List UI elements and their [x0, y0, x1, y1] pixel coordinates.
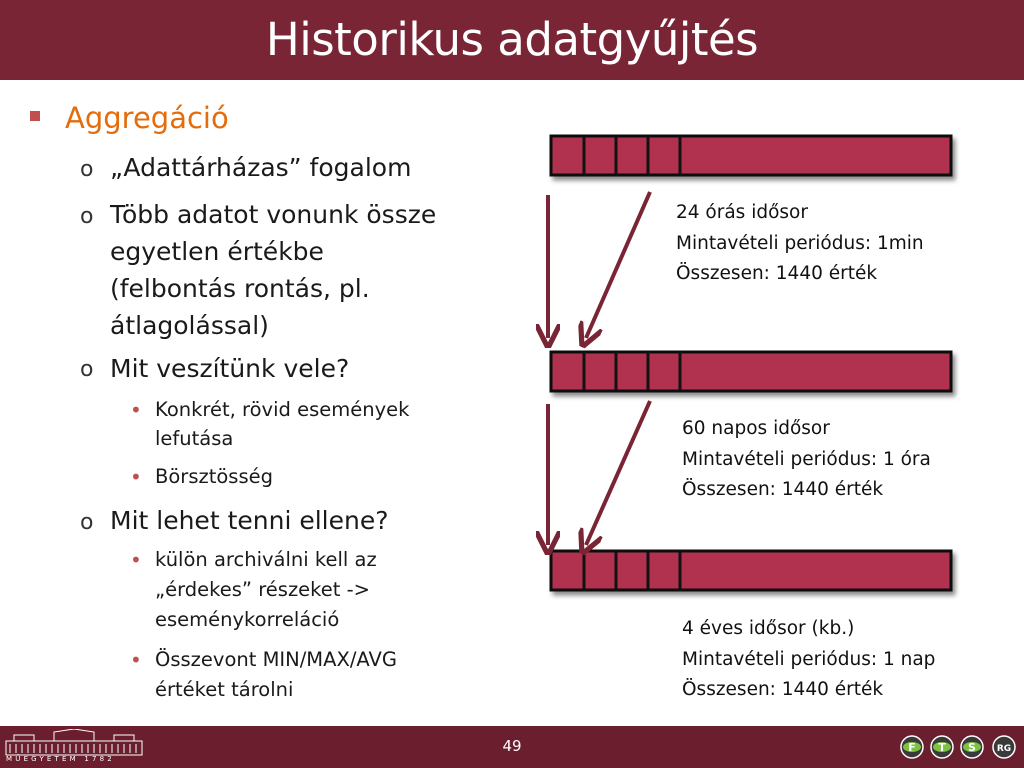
sub-bullet-osszevont-line2: értéket tárolni: [155, 678, 294, 701]
logo-letter: S: [968, 741, 976, 754]
circle-bullet-icon: o: [80, 357, 94, 382]
dot-bullet-icon: •: [130, 465, 142, 489]
sub-bullet-kulon-line2: „érdekes” részeket ->: [155, 578, 370, 601]
arrow-diagonal-icon: [586, 192, 650, 338]
circle-bullet-icon: o: [80, 157, 94, 182]
ftsrg-logo-icon: [898, 730, 1022, 764]
sub-bullet-konkret-line1: Konkrét, rövid események: [155, 398, 410, 421]
page-number: 49: [502, 737, 522, 755]
caption-line: Összesen: 1440 érték: [682, 479, 884, 500]
bullet-mit-veszitunk: Mit veszítünk vele?: [110, 354, 350, 383]
caption-line: Mintavételi periódus: 1min: [676, 232, 924, 254]
circle-bullet-icon: o: [80, 510, 94, 535]
timeseries-bar-24h: [551, 136, 951, 175]
footer-bar: [0, 726, 1024, 768]
logo-letter: F: [908, 741, 916, 754]
slide-title: Historikus adatgyűjtés: [265, 13, 759, 66]
logo-letter: RG: [996, 744, 1012, 754]
caption-4y: [682, 614, 935, 706]
bullet-tobb-adatot-line4: átlagolással): [110, 311, 269, 340]
bar-body: [551, 352, 951, 391]
timeseries-bar-60d: [551, 352, 951, 391]
sub-bullet-kulon-line1: külön archiválni kell az: [155, 548, 377, 571]
caption-60d: [682, 414, 931, 506]
sub-bullet-kulon-line3: eseménykorreláció: [155, 608, 340, 631]
bullet-adattarhazas: „Adattárházas” fogalom: [110, 153, 412, 182]
caption-24h: [676, 198, 924, 290]
circle-bullet-icon: o: [80, 204, 94, 229]
caption-line: Mintavételi periódus: 1 óra: [682, 448, 931, 470]
bullet-tobb-adatot-line1: Több adatot vonunk össze: [110, 200, 437, 229]
sub-bullet-konkret-line2: lefutása: [155, 427, 234, 450]
dot-bullet-icon: •: [130, 648, 142, 672]
timeseries-bar-4y: [551, 551, 951, 590]
sub-bullet-borsztosseg: Börsztösség: [155, 465, 273, 488]
university-text: MŰEGYETEM 1782: [6, 755, 115, 763]
bullet-aggregacio: Aggregáció: [65, 101, 229, 135]
logo-letter: T: [938, 741, 946, 754]
bullet-mit-lehet-tenni: Mit lehet tenni ellene?: [110, 506, 389, 535]
caption-line: 60 napos idősor: [682, 418, 830, 439]
sub-bullet-osszevont-line1: Összevont MIN/MAX/AVG: [155, 648, 397, 671]
bullet-tobb-adatot-line3: (felbontás rontás, pl.: [110, 274, 370, 303]
caption-line: Összesen: 1440 érték: [676, 263, 878, 284]
dot-bullet-icon: •: [130, 548, 142, 572]
arrow-diagonal-icon: [586, 401, 650, 545]
caption-line: 24 órás idősor: [676, 202, 808, 223]
dot-bullet-icon: •: [130, 398, 142, 422]
bar-body: [551, 136, 951, 175]
bullet-tobb-adatot-line2: egyetlen értékbe: [110, 237, 324, 266]
caption-line: 4 éves idősor (kb.): [682, 618, 855, 639]
bar-body: [551, 551, 951, 590]
caption-line: Összesen: 1440 érték: [682, 679, 884, 700]
caption-line: Mintavételi periódus: 1 nap: [682, 648, 936, 670]
